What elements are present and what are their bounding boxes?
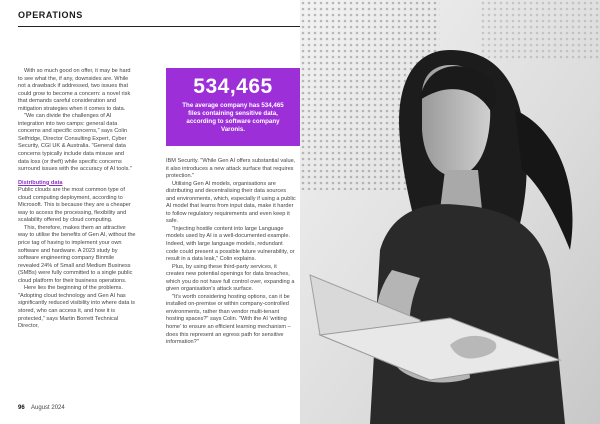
stat-figure: 534,465	[193, 75, 273, 98]
paragraph: "We can divide the challenges of AI integration into two camps: general data concerns and specific concerns," says Colin Selfridge, Director Consulting Expert, Cyber Security, CGI UK & Australia. "General data concerns typically include data misuse and data loss (or theft) while specific concerns surround issues with the accuracy of AI tools."	[18, 113, 132, 173]
paragraph: Public clouds are the most common type of cloud computing deployment, according to Microsoft. This is because they are a cheaper way to access the processing, flexibility and scalability offered by cloud computing.	[18, 187, 131, 224]
paragraph: Here lies the beginning of the problems. "Adopting cloud technology and Gen AI has significantly reduced visibility into where data is stored, who can access it, and how it is protected," says Martin Borrett Technical Director,	[18, 285, 135, 330]
section-label: OPERATIONS	[18, 10, 83, 20]
paragraph: IBM Security. "While Gen AI offers substantial value, it also introduces a new attack surface that requires protection."	[166, 158, 296, 180]
subheading: Distributing data	[18, 179, 63, 186]
woman-with-laptop-photo	[300, 0, 600, 424]
article-column-2	[166, 158, 296, 347]
paragraph: Plus, by using these third-party services, it creates new potential openings for data breaches, which you do not have full control over, expanding a given organisation's attack surface.	[166, 263, 295, 293]
paragraph: Utilising Gen AI models, organisations are distributing and decentralising their data sources and environments, which, especially if using a public AI model that learns from input data, make it harder to follow regulatory requirements and even keep it safe.	[166, 180, 296, 225]
article-column-1	[18, 68, 136, 331]
photo-illustration	[300, 0, 600, 424]
page-footer	[18, 405, 65, 411]
header-divider	[18, 26, 300, 27]
paragraph: This, therefore, makes them an attractive way to utilise the benefits of Gen AI, without the price tag of having to implement your own software and hardware. A 2023 study by software engineering company Binmile revealed 24% of Small and Medium Business (SMBs) were fully committed to a single public cloud platform for their business operations.	[18, 224, 136, 284]
paragraph: "It's worth considering hosting options, can it be installed on-premise or within company-controlled environments, rather than vendor multi-tenant hosting spaces?" says Colin. "With the AI 'writing home' to ensure an efficient learning mechanism – does this represent an egress path for sensitive information?"	[166, 293, 291, 346]
stat-callout	[166, 68, 300, 146]
paragraph: With so much good on offer, it may be hard to see what the, if any, downsides are. While not a drawback if addressed, two issues that could grow to become a concern: a novel risk that demands careful consideration and mitigation strategies when it comes to data.	[18, 68, 131, 112]
stat-caption: The average company has 534,465 files containing sensitive data, according to software company Varonis.	[182, 102, 284, 133]
page-number: 96	[18, 405, 25, 411]
issue-date: August 2024	[31, 405, 65, 411]
paragraph: "Injecting hostile content into large Language models used by AI is a well-documented example. Indeed, with large language models, redundant code could present a possible future vulnerability, or result in a data leak," Colin explains.	[166, 225, 295, 263]
